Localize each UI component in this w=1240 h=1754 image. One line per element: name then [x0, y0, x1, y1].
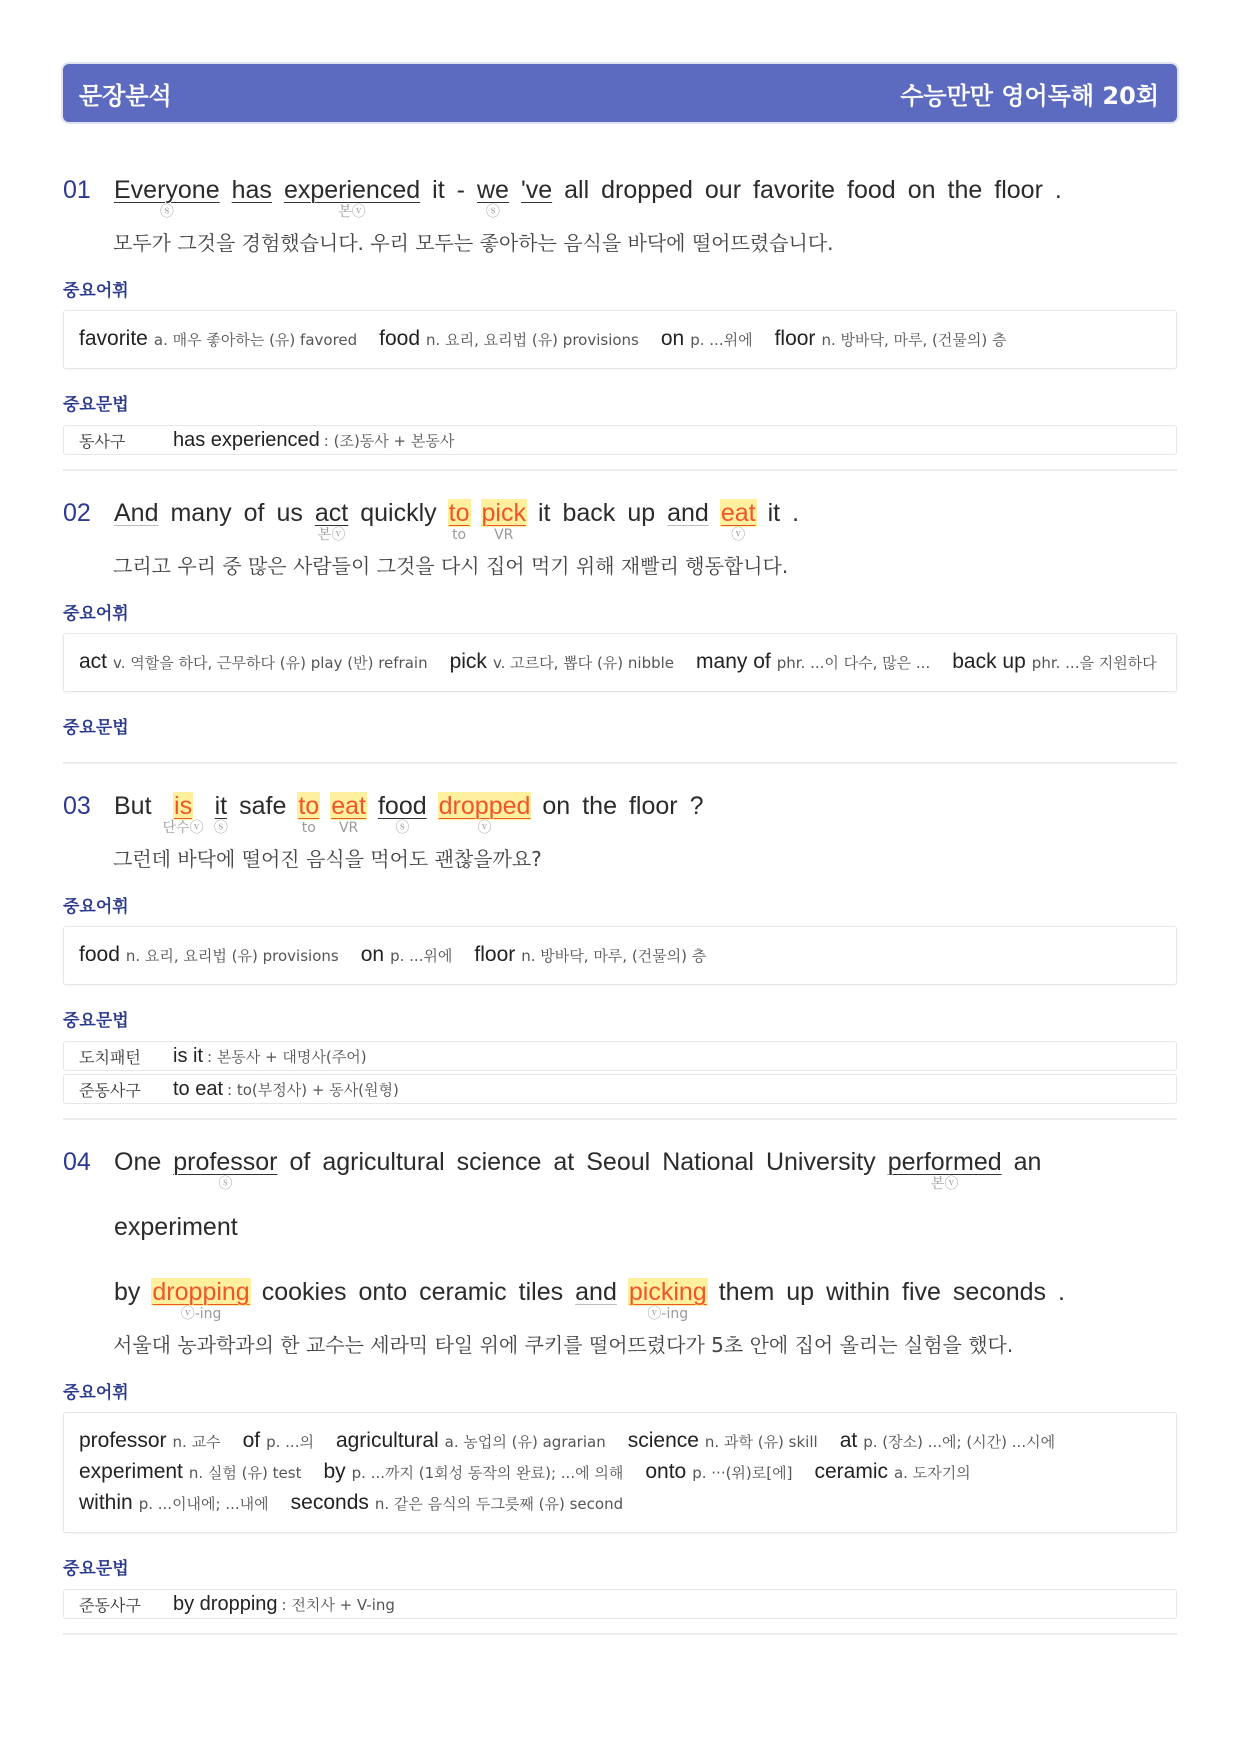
sentence-line	[113, 792, 1177, 836]
grammar-pattern	[173, 1078, 399, 1101]
sentence-token	[585, 1148, 651, 1192]
vocab-definition: n. 방바닥, 마루, (건물의) 층	[521, 947, 707, 965]
sentence-line	[113, 1278, 1177, 1322]
sentence-token	[785, 1278, 815, 1322]
highlighted-token: pick	[481, 499, 526, 527]
sentence-token	[431, 176, 446, 220]
sentence-section	[63, 792, 1177, 1120]
section-divider	[63, 1633, 1177, 1635]
grammar-row	[63, 1041, 1177, 1071]
vocab-definition: n. 방바닥, 마루, (건물의) 층	[821, 331, 1007, 349]
korean-translation: 그런데 바닥에 떨어진 음식을 먹어도 괜찮을까요?	[113, 847, 542, 871]
token-word: back	[562, 499, 616, 527]
sentence-token	[448, 499, 471, 543]
vocab-word: back up	[952, 650, 1026, 673]
vocab-word: agricultural	[335, 1429, 439, 1452]
conjunction-token: and	[575, 1278, 617, 1306]
vocab-definition: a. 농업의 (유) agrarian	[444, 1433, 606, 1451]
sentence-token	[887, 1148, 1003, 1192]
sentence-token	[901, 1278, 942, 1322]
token-label: ⓥ	[731, 527, 746, 543]
sentence-token	[626, 499, 656, 543]
sentence-token	[113, 1148, 162, 1192]
korean-translation: 그리고 우리 중 많은 사람들이 그것을 다시 집어 먹기 위해 재빨리 행동합니다.	[113, 554, 789, 578]
vocab-definition: phr. ...이 다수, 많은 ...	[776, 654, 931, 672]
vocab-item	[291, 1488, 623, 1519]
highlighted-token: eat	[331, 792, 366, 820]
sentence-token	[574, 1278, 618, 1322]
vocab-item	[79, 324, 357, 355]
vocab-word: by	[323, 1460, 346, 1483]
analysis-content	[63, 176, 1177, 1635]
underlined-token: we	[476, 176, 509, 204]
vocab-definition: p. ...위에	[690, 331, 753, 349]
sentence-token	[377, 792, 428, 836]
sentence-token	[581, 792, 618, 836]
sentence-token	[113, 1213, 239, 1257]
vocab-item	[79, 1457, 301, 1488]
token-word: One	[114, 1148, 162, 1176]
vocab-word: professor	[79, 1429, 167, 1452]
vocab-definition: n. 과학 (유) skill	[704, 1433, 818, 1451]
grammar-phrase: is it	[173, 1044, 203, 1067]
token-label: VR	[338, 820, 359, 836]
underlined-token: act	[314, 499, 349, 527]
grammar-type: 준동사구	[79, 1080, 141, 1100]
token-word: dropped	[601, 176, 693, 204]
grammar-phrase: to eat	[173, 1077, 224, 1100]
sentence-token	[456, 176, 466, 220]
sentence-token	[243, 499, 266, 543]
sentence-token	[563, 176, 590, 220]
grammar-pattern	[173, 429, 454, 452]
grammar-pattern	[173, 1593, 395, 1616]
sentence-token	[537, 499, 552, 543]
vocab-box	[63, 1412, 1177, 1533]
vocab-word: on	[360, 943, 385, 966]
token-label: ⓢ	[485, 204, 500, 220]
token-word: all	[564, 176, 590, 204]
sentence-number: 04	[63, 1148, 91, 1176]
token-word: by	[114, 1278, 141, 1306]
vocab-definition: p. ...까지 (1회성 동작의 완료); ...에 의해	[351, 1464, 624, 1482]
token-label: ⓥ	[477, 820, 492, 836]
sentence-token	[288, 1148, 311, 1192]
highlighted-token: is	[174, 792, 193, 820]
sentence-number: 03	[63, 792, 91, 820]
grammar-description: : 본동사 + 대명사(주어)	[207, 1047, 367, 1066]
grammar-heading: 중요문법	[63, 1559, 129, 1579]
underlined-token: food	[377, 792, 427, 820]
token-label: to	[301, 820, 316, 836]
sentence-token	[628, 792, 679, 836]
vocab-word: on	[660, 327, 685, 350]
sentence-section	[63, 499, 1177, 764]
vocab-word: onto	[645, 1460, 687, 1483]
sentence-token	[151, 1278, 250, 1322]
sentence-token	[214, 792, 229, 836]
token-word: quickly	[360, 499, 437, 527]
sentence-token	[562, 499, 617, 543]
vocab-item	[645, 1457, 792, 1488]
sentence-token	[689, 792, 705, 836]
vocab-item	[952, 647, 1156, 678]
sentence-token	[172, 1148, 278, 1192]
token-word: .	[1058, 1278, 1065, 1306]
highlighted-token: dropping	[152, 1278, 250, 1306]
token-word: favorite	[753, 176, 836, 204]
underlined-token: Everyone	[114, 176, 220, 204]
token-word: But	[114, 792, 152, 820]
sentence-token	[169, 499, 232, 543]
sentence-row	[63, 792, 1177, 872]
token-word: on	[542, 792, 571, 820]
highlighted-token: to	[298, 792, 320, 820]
token-label: 본ⓥ	[338, 204, 366, 220]
sentence-token	[456, 1148, 543, 1192]
korean-translation: 모두가 그것을 경험했습니다. 우리 모두는 좋아하는 음식을 바닥에 떨어뜨렸습니다.	[113, 231, 834, 255]
vocab-word: food	[79, 943, 120, 966]
sentence-token	[666, 499, 710, 543]
token-word: ?	[689, 792, 704, 820]
token-label: 본ⓥ	[317, 527, 346, 543]
sentence-line	[113, 1148, 1177, 1257]
token-word: agricultural	[322, 1148, 445, 1176]
vocab-definition: p. ...이내에; ...내에	[138, 1495, 269, 1513]
vocab-definition: a. 도자기의	[893, 1464, 971, 1482]
token-label: 단수ⓥ	[162, 820, 204, 836]
token-word: science	[456, 1148, 542, 1176]
section-divider	[63, 469, 1177, 471]
token-word: it	[767, 499, 781, 527]
token-word: .	[792, 499, 800, 527]
underlined-token: it	[214, 792, 228, 820]
sentence-section	[63, 1148, 1177, 1635]
vocab-item	[840, 1426, 1055, 1457]
underlined-token: performed	[887, 1148, 1002, 1176]
grammar-list	[63, 425, 1177, 455]
sentence-row	[63, 499, 1177, 579]
sentence-token	[952, 1278, 1047, 1322]
sentence-token	[993, 176, 1044, 220]
token-word: the	[947, 176, 983, 204]
highlighted-token: to	[448, 499, 470, 527]
token-word: experiment	[114, 1213, 238, 1241]
vocab-item	[814, 1457, 970, 1488]
token-word: tiles	[518, 1278, 564, 1306]
sentence-token	[520, 176, 553, 220]
sentence-token	[704, 176, 742, 220]
grammar-row	[63, 1589, 1177, 1619]
vocab-definition: phr. ...을 지원하다	[1031, 654, 1157, 672]
vocab-item	[661, 324, 753, 355]
highlighted-token: eat	[720, 499, 756, 527]
sentence-token	[1057, 1278, 1066, 1322]
token-word: many	[170, 499, 232, 527]
sentence-token	[720, 499, 757, 543]
token-label: ⓥ-ing	[180, 1306, 222, 1322]
vocab-definition: v. 역할을 하다, 근무하다 (유) play (반) refrain	[113, 654, 428, 672]
token-word: at	[553, 1148, 575, 1176]
sentence-line	[113, 499, 1177, 543]
sentence-token	[552, 1148, 575, 1192]
sentence-token	[752, 176, 836, 220]
sentence-token	[418, 1278, 508, 1322]
sentence-number: 01	[63, 176, 91, 204]
token-word: University	[765, 1148, 876, 1176]
vocab-item	[79, 1488, 269, 1519]
sentence-token	[600, 176, 694, 220]
token-word: National	[662, 1148, 754, 1176]
vocab-definition: v. 고르다, 뽑다 (유) nibble	[492, 654, 675, 672]
vocab-item	[775, 324, 1007, 355]
section-divider	[63, 1118, 1177, 1120]
sentence-token	[297, 792, 320, 836]
underlined-token: 've	[520, 176, 553, 204]
sentence-token	[907, 176, 937, 220]
vocab-word: at	[839, 1429, 858, 1452]
token-word: us	[276, 499, 303, 527]
vocab-item	[79, 647, 428, 678]
sentence-token	[1013, 1148, 1043, 1192]
vocab-word: food	[379, 327, 421, 350]
sentence-token	[113, 792, 153, 836]
sentence-token	[238, 792, 287, 836]
sentence-row	[63, 176, 1177, 256]
token-label: ⓥ-ing	[647, 1306, 689, 1322]
token-word: within	[826, 1278, 891, 1306]
grammar-description: : (조)동사 + 본동사	[323, 431, 455, 450]
sentence-token	[767, 499, 782, 543]
sentence-token	[359, 499, 437, 543]
vocab-box	[63, 926, 1177, 985]
sentence-token	[765, 1148, 877, 1192]
sentence-token	[791, 499, 800, 543]
vocab-item	[696, 647, 930, 678]
sentence-body	[113, 792, 1177, 872]
vocab-definition: p. ...위에	[390, 947, 453, 965]
token-word: it	[432, 176, 445, 204]
grammar-type: 도치패턴	[79, 1047, 141, 1067]
english-sentence	[113, 1148, 1177, 1322]
token-word: floor	[628, 792, 678, 820]
sentence-row	[63, 1148, 1177, 1358]
underlined-token: has	[231, 176, 272, 204]
token-word: up	[627, 499, 656, 527]
grammar-phrase: has experienced	[173, 428, 320, 451]
sentence-token	[357, 1278, 408, 1322]
token-word: an	[1013, 1148, 1042, 1176]
vocab-item	[79, 940, 339, 971]
grammar-pattern	[173, 1045, 367, 1068]
grammar-heading: 중요문법	[63, 395, 129, 415]
token-word: safe	[239, 792, 287, 820]
token-word: of	[289, 1148, 311, 1176]
highlighted-token: picking	[628, 1278, 707, 1306]
sentence-token	[438, 792, 532, 836]
sentence-token	[846, 176, 897, 220]
sentence-token	[476, 176, 510, 220]
token-word: the	[582, 792, 617, 820]
sentence-token	[628, 1278, 708, 1322]
header-book-title: 수능만만 영어독해 20회	[900, 81, 1159, 110]
sentence-token	[163, 792, 204, 836]
token-word: cookies	[261, 1278, 347, 1306]
vocab-definition: p. ···(위)로[에]	[692, 1464, 793, 1482]
token-word: of	[243, 499, 265, 527]
sentence-token	[661, 1148, 755, 1192]
token-label: ⓢ	[159, 204, 174, 220]
token-label: ⓢ	[218, 1176, 233, 1192]
sentence-token	[275, 499, 303, 543]
grammar-description: : to(부정사) + 동사(원형)	[227, 1080, 399, 1099]
vocab-definition: a. 매우 좋아하는 (유) favored	[153, 331, 358, 349]
grammar-list	[63, 1589, 1177, 1619]
vocab-word: ceramic	[814, 1460, 888, 1483]
grammar-row	[63, 425, 1177, 455]
sentence-token	[541, 792, 571, 836]
vocab-item	[79, 1426, 221, 1457]
token-word: .	[1054, 176, 1062, 204]
vocab-definition: n. 요리, 요리법 (유) provisions	[426, 331, 639, 349]
token-label: ⓢ	[213, 820, 228, 836]
vocab-box	[63, 310, 1177, 369]
token-word: seconds	[952, 1278, 1047, 1306]
vocab-word: floor	[474, 943, 516, 966]
sentence-token	[718, 1278, 776, 1322]
sentence-token	[283, 176, 421, 220]
vocab-definition: n. 요리, 요리법 (유) provisions	[125, 947, 339, 965]
vocab-word: experiment	[79, 1460, 183, 1483]
vocab-heading: 중요어휘	[63, 1383, 129, 1403]
vocab-item	[474, 940, 706, 971]
token-word: -	[456, 176, 465, 204]
vocab-word: many of	[696, 650, 771, 673]
vocab-word: science	[627, 1429, 699, 1452]
sentence-token	[321, 1148, 445, 1192]
vocab-heading: 중요어휘	[63, 604, 129, 624]
vocab-item	[450, 647, 674, 678]
vocab-definition: n. 같은 음식의 두그릇째 (유) second	[374, 1495, 624, 1513]
token-word: Seoul	[586, 1148, 651, 1176]
token-label: 본ⓥ	[930, 1176, 959, 1192]
english-sentence	[113, 176, 1177, 220]
vocab-item	[323, 1457, 623, 1488]
conjunction-token: and	[667, 499, 709, 527]
highlighted-token: dropped	[438, 792, 531, 820]
token-word: on	[907, 176, 936, 204]
token-label: ⓢ	[395, 820, 410, 836]
grammar-type: 동사구	[79, 431, 126, 451]
vocab-heading: 중요어휘	[63, 281, 129, 301]
grammar-description: : 전치사 + V-ing	[281, 1595, 395, 1614]
page-header	[63, 64, 1177, 122]
sentence-token	[113, 1278, 141, 1322]
english-sentence	[113, 499, 1177, 543]
english-sentence	[113, 792, 1177, 836]
vocab-definition: n. 교수	[172, 1433, 221, 1451]
vocab-item	[243, 1426, 314, 1457]
section-divider	[63, 762, 1177, 764]
sentence-token	[231, 176, 273, 220]
vocab-item	[628, 1426, 818, 1457]
vocab-item	[361, 940, 453, 971]
sentence-token	[113, 499, 159, 543]
sentence-token	[825, 1278, 891, 1322]
vocab-item	[379, 324, 639, 355]
vocab-word: seconds	[290, 1491, 369, 1514]
vocab-word: act	[79, 650, 108, 673]
grammar-type: 준동사구	[79, 1595, 141, 1615]
sentence-body	[113, 1148, 1177, 1358]
sentence-line	[113, 176, 1177, 220]
grammar-heading: 중요문법	[63, 1011, 129, 1031]
sentence-token	[518, 1278, 564, 1322]
token-word: floor	[994, 176, 1043, 204]
sentence-body	[113, 176, 1177, 256]
sentence-token	[113, 176, 221, 220]
sentence-token	[261, 1278, 348, 1322]
vocab-definition: n. 실험 (유) test	[188, 1464, 302, 1482]
conjunction-token: And	[114, 499, 159, 527]
vocab-word: floor	[774, 327, 816, 350]
vocab-box	[63, 633, 1177, 692]
token-word: our	[704, 176, 742, 204]
vocab-word: of	[242, 1429, 261, 1452]
token-label: VR	[494, 527, 514, 543]
grammar-list	[63, 1041, 1177, 1104]
vocab-word: within	[79, 1491, 133, 1514]
underlined-token: professor	[173, 1148, 278, 1176]
token-word: five	[902, 1278, 941, 1306]
token-word: onto	[358, 1278, 408, 1306]
sentence-section	[63, 176, 1177, 471]
vocab-heading: 중요어휘	[63, 897, 129, 917]
sentence-token	[314, 499, 349, 543]
vocab-item	[336, 1426, 606, 1457]
token-word: up	[786, 1278, 815, 1306]
sentence-token	[1054, 176, 1063, 220]
sentence-token	[481, 499, 527, 543]
header-title: 문장분석	[79, 81, 172, 110]
korean-translation: 서울대 농과학과의 한 교수는 세라믹 타일 위에 쿠키를 떨어뜨렸다가 5초 안에 집어 올리는 실험을 했다.	[113, 1333, 1014, 1357]
grammar-heading: 중요문법	[63, 718, 129, 738]
token-label: to	[452, 527, 467, 543]
grammar-phrase: by dropping	[173, 1592, 278, 1615]
sentence-body	[113, 499, 1177, 579]
vocab-definition: p. ...의	[266, 1433, 314, 1451]
vocab-word: pick	[449, 650, 487, 673]
token-word: it	[538, 499, 551, 527]
grammar-row	[63, 1074, 1177, 1104]
sentence-token	[947, 176, 984, 220]
vocab-definition: p. (장소) ...에; (시간) ...시에	[863, 1433, 1056, 1451]
token-word: food	[847, 176, 896, 204]
vocab-word: favorite	[79, 327, 148, 350]
underlined-token: experienced	[283, 176, 421, 204]
sentence-token	[330, 792, 367, 836]
token-word: ceramic	[419, 1278, 507, 1306]
sentence-number: 02	[63, 499, 91, 527]
token-word: them	[718, 1278, 775, 1306]
